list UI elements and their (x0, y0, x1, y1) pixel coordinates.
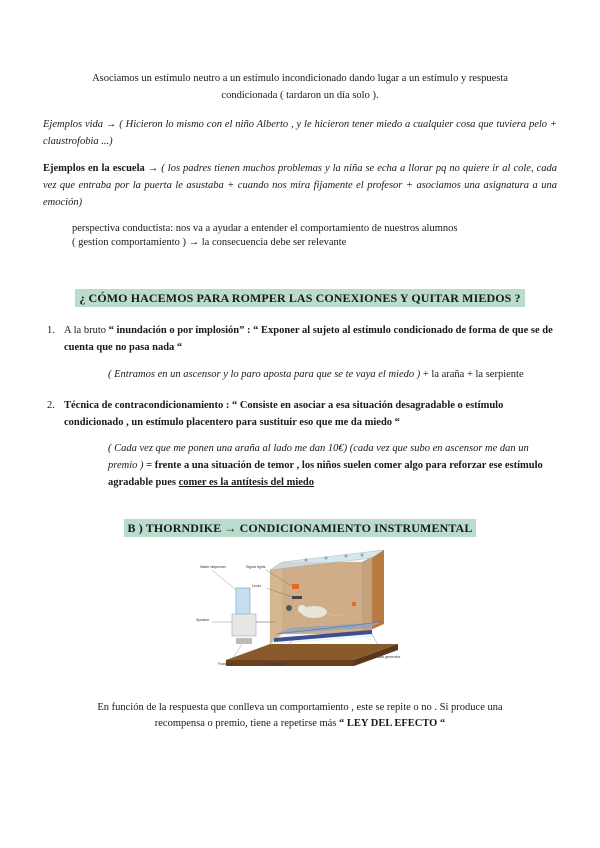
heading-2-highlight: B ) THORNDIKE → CONDICIONAMIENTO INSTRUMENTAL (124, 519, 477, 537)
heading-thorndike (40, 520, 560, 538)
list-item-2-example (108, 440, 560, 491)
top-hole-1 (304, 558, 307, 561)
lever (292, 596, 302, 599)
top-hole-4 (360, 553, 363, 556)
perspectiva-line-2: ( gestion comportamiento ) → la consecuencia debe ser relevante (72, 237, 347, 248)
top-hole-2 (324, 556, 327, 559)
skinner-box-figure (186, 548, 410, 670)
speaker (286, 605, 292, 611)
ejemplos-escuela (43, 160, 557, 211)
ejemplos-escuela-text: → ( los padres tienen muchos problemas y la niña se echa a llorar pq no quiere ir al cole, cada vez que entraba por la puerta le asustaba + cuando nos mira fijamente el profesor + asociamos una asignatura a una emoción) (43, 163, 557, 208)
list-item-1-bold: “ inundación o por implosión” : “ Exponer al sujeto al estímulo condicionado de forma de que se de cuenta que no pasa nada “ (64, 325, 553, 353)
intro-line-1: Asociamos un estímulo neutro a un estímulo incondicionado dando lugar a un estímulo y respuesta (92, 73, 508, 84)
platform-front (226, 660, 354, 666)
ley-line-1: En función de la respuesta que conlleva un comportamiento , este se repite o no . Si produce una (97, 702, 503, 713)
list-item-1-prefix: A la bruto (64, 325, 109, 336)
label-lever: Lever (252, 584, 261, 588)
rat-head (298, 605, 306, 613)
leader-water (212, 570, 236, 590)
food-cup (236, 638, 252, 644)
list-item-1-example-rest: + la araña + la serpiente (420, 369, 524, 380)
list-item-1-example (108, 366, 560, 383)
side-light (352, 602, 356, 606)
perspectiva-line-1: perspectiva conductista: nos va a ayudar a entender el comportamiento de nuestros alumnos (72, 223, 458, 234)
ejemplos-escuela-label: Ejemplos en la escuela (43, 163, 145, 174)
top-hole-3 (344, 554, 347, 557)
list-item-2-example-italic: ( Cada vez que me ponen una araña al lado me dan 10€) (cada vez que subo en ascensor me dan un premio ) (108, 443, 529, 471)
label-food-cup: Food cup (218, 662, 233, 666)
label-electric-grid: Electric grid (266, 662, 285, 666)
dispenser-housing (232, 614, 256, 636)
ley-line-2-normal: recompensa o premio, tiene a repetirse más (154, 718, 340, 729)
list-number-1: 1. (47, 325, 55, 336)
heading-romper-conexiones (40, 290, 560, 308)
intro-line-2: condicionada ( tardaron un día solo ). (221, 90, 379, 101)
list-item-1-example-italic: ( Entramos en un ascensor y lo paro aposta para que se te vaya el miedo ) (108, 369, 421, 380)
list-item-1 (64, 322, 560, 356)
list-item-2-example-underline: comer es la antítesis del miedo (178, 477, 315, 488)
list-item-2-example-bold: = frente a una situación de temor , los niños suelen comer algo para reforzar ese estímulo agradable pues (108, 460, 543, 488)
label-water-dispenser: Water dispenser (200, 565, 227, 569)
signal-light (292, 584, 299, 589)
ley-line-2 (40, 715, 560, 732)
label-speaker: Speaker (196, 618, 210, 622)
water-bottle (236, 588, 250, 616)
label-signal-lights: Signal lights (246, 565, 266, 569)
ejemplos-vida: Ejemplos vida → ( Hicieron lo mismo con el niño Alberto , y le hicieron tener miedo a cualquier cosa que tuviera pelo + claustrofobia ...) (43, 119, 557, 147)
heading-1-highlight: ¿ CÓMO HACEMOS PARA ROMPER LAS CONEXIONES Y QUITAR MIEDOS ? (75, 289, 524, 307)
list-item-2: Técnica de contracondicionamiento : “ Consiste en asociar a esa situación desagradable o estímulo condicionado , un estímulo placentero para sustituir eso que me da miedo “ (64, 400, 504, 428)
list-number-2: 2. (47, 400, 55, 411)
ley-del-efecto: “ LEY DEL EFECTO “ (339, 718, 446, 729)
label-shock-generator: To shock generator (370, 655, 401, 659)
